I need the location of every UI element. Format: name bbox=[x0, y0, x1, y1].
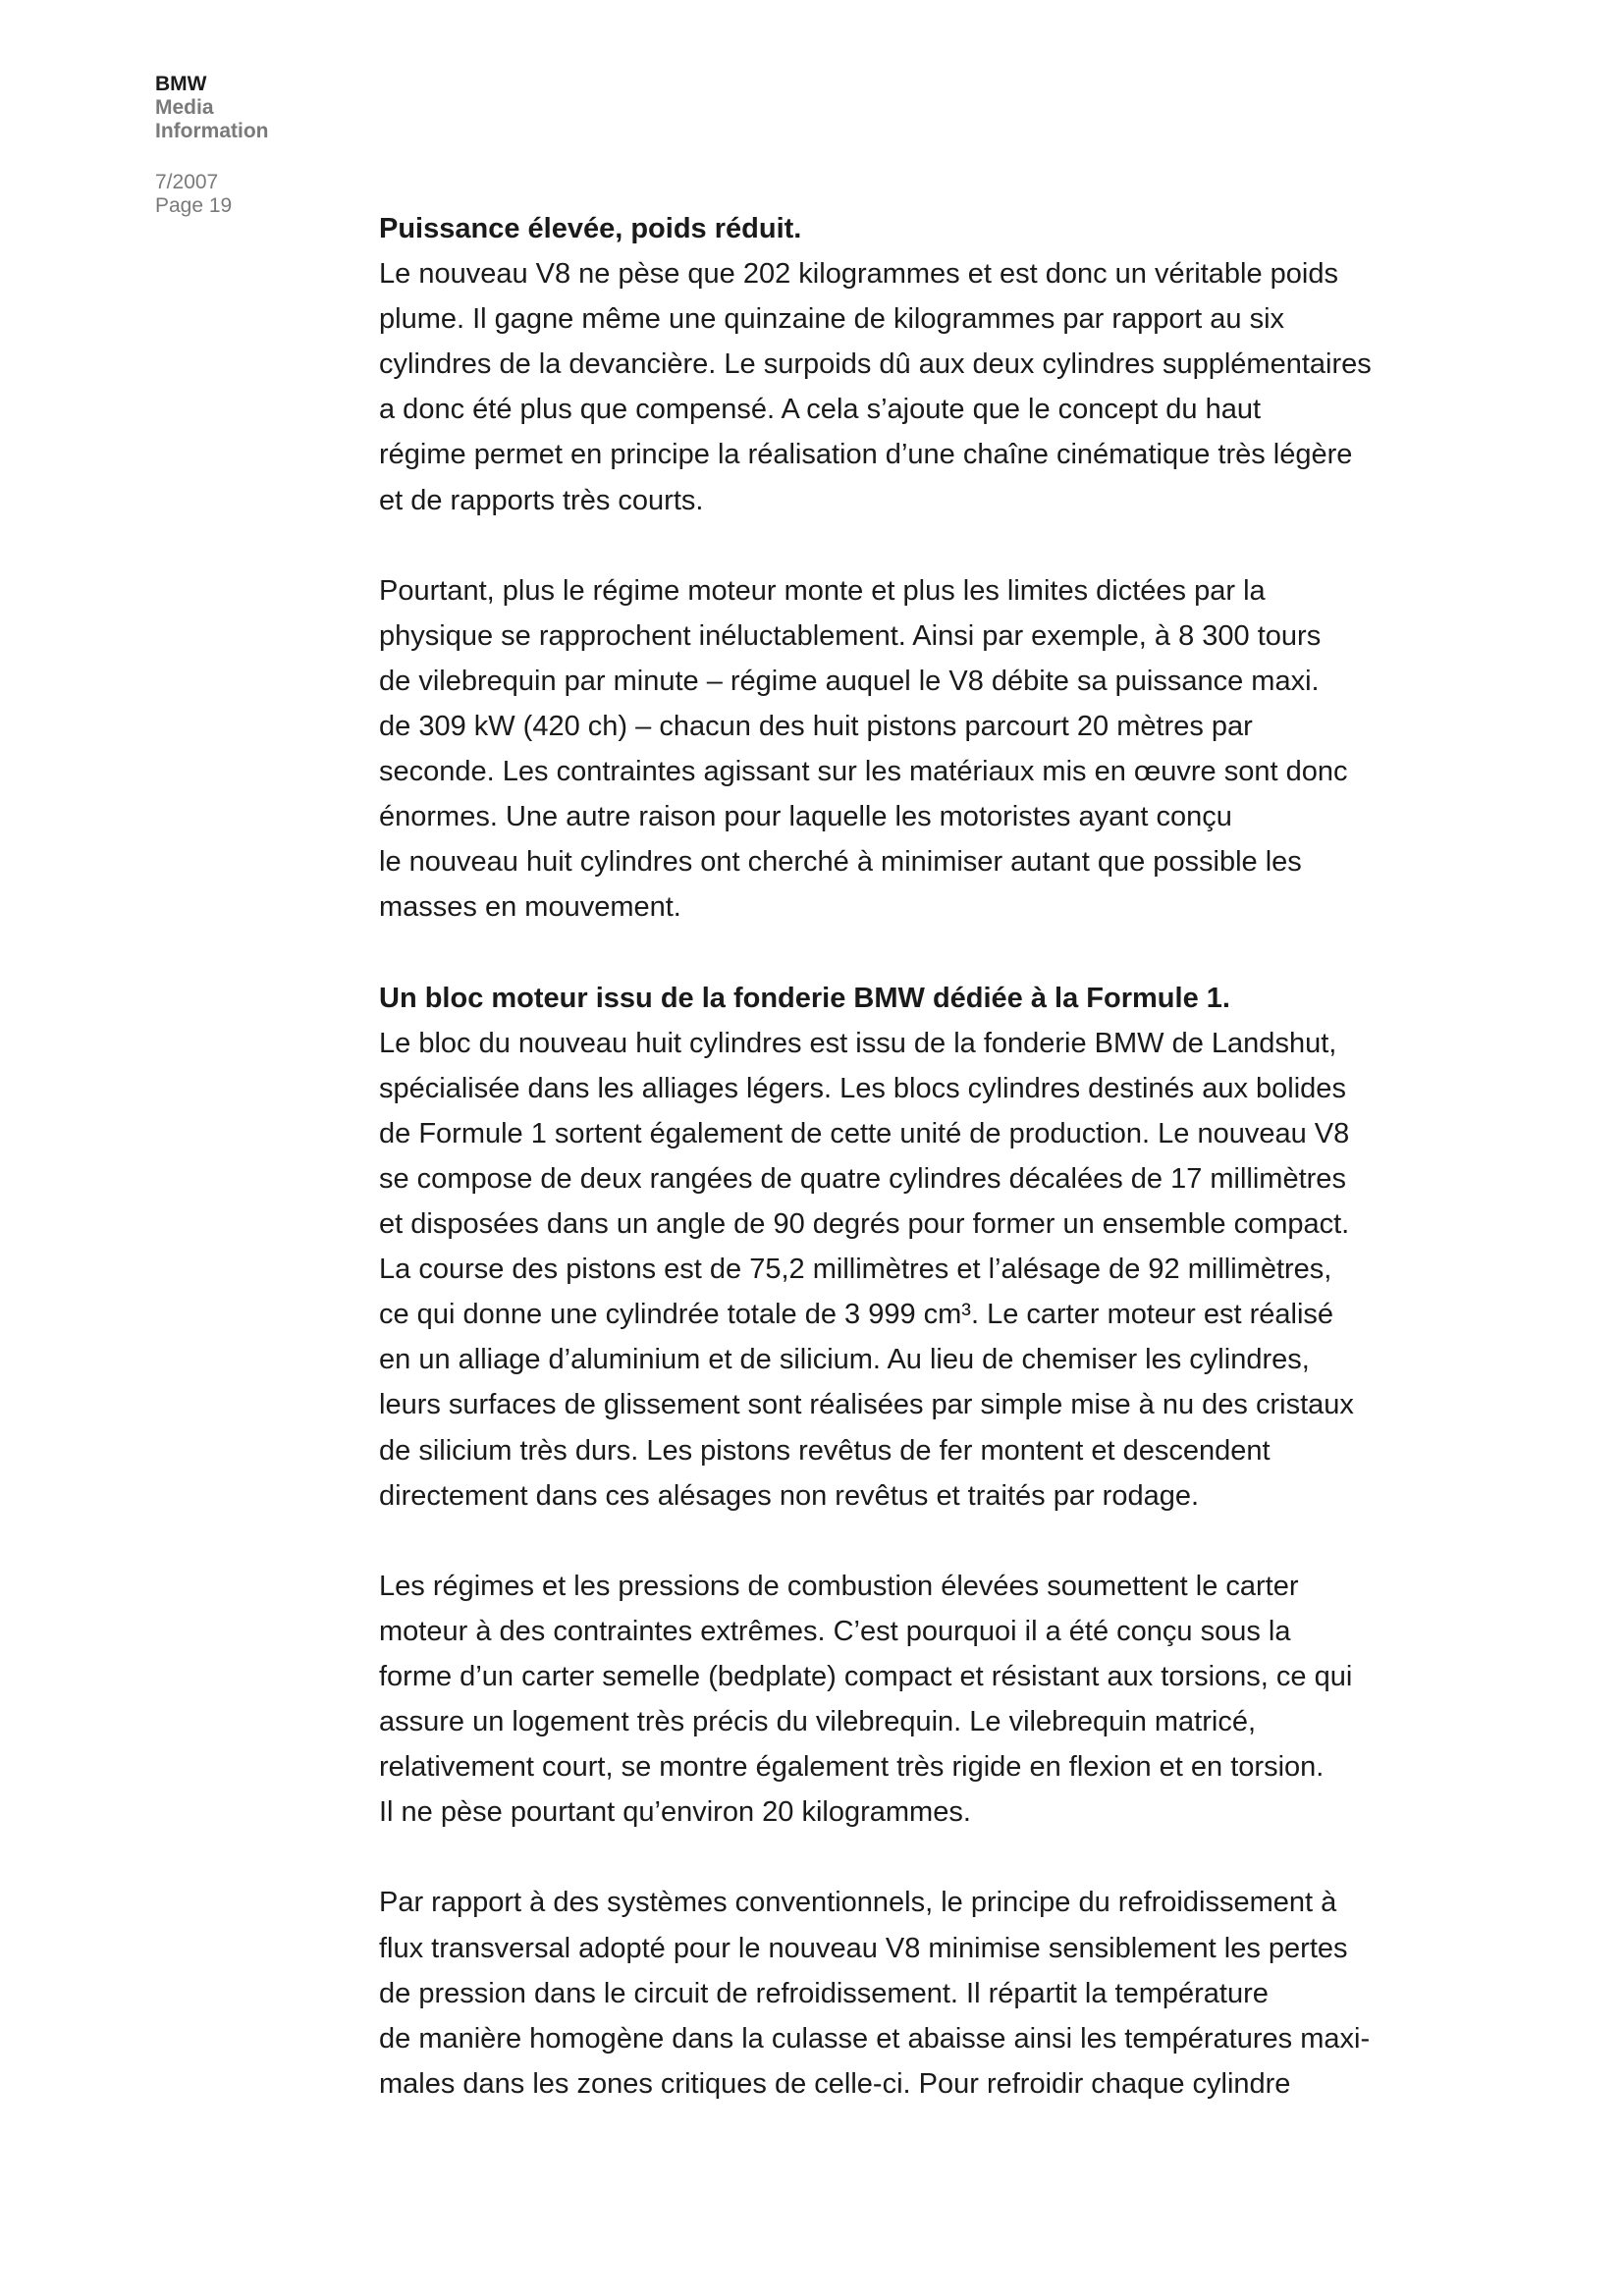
paragraph bbox=[379, 1880, 1400, 2106]
document-header bbox=[155, 73, 381, 143]
section-heading: Un bloc moteur issu de la fonderie BMW dédiée à la Formule 1. bbox=[379, 982, 1230, 1014]
section-spacer bbox=[379, 931, 1400, 976]
paragraph bbox=[379, 568, 1400, 931]
text-line: de pression dans le circuit de refroidissement. Il répartit la température bbox=[379, 1977, 1269, 2009]
text-line: Il ne pèse pourtant qu’environ 20 kilogrammes. bbox=[379, 1796, 971, 1829]
text-line: régime permet en principe la réalisation d’une chaîne cinématique très légère bbox=[379, 439, 1353, 471]
text-line: énormes. Une autre raison pour laquelle les motoristes ayant conçu bbox=[379, 801, 1232, 833]
page-number: Page 19 bbox=[155, 194, 233, 217]
text-line: seconde. Les contraintes agissant sur les matériaux mis en œuvre sont donc bbox=[379, 756, 1348, 788]
text-line: de 309 kW (420 ch) – chacun des huit pistons parcourt 20 mètres par bbox=[379, 711, 1253, 743]
text-line: et de rapports très courts. bbox=[379, 484, 704, 516]
text-line: directement dans ces alésages non revêtus et traités par rodage. bbox=[379, 1479, 1200, 1512]
text-line: flux transversal adopté pour le nouveau V8 minimise sensiblement les pertes bbox=[379, 1932, 1348, 1964]
text-line: relativement court, se montre également très rigide en flexion et en torsion. bbox=[379, 1751, 1325, 1784]
text-line: se compose de deux rangées de quatre cylindres décalées de 17 millimètres bbox=[379, 1162, 1346, 1195]
text-line: a donc été plus que compensé. A cela s’ajoute que le concept du haut bbox=[379, 394, 1262, 426]
brand-subtitle-media: Media bbox=[155, 96, 214, 119]
text-line: Le bloc du nouveau huit cylindres est issu de la fonderie BMW de Landshut, bbox=[379, 1027, 1337, 1059]
brand-subtitle-information: Information bbox=[155, 120, 269, 142]
paragraph bbox=[379, 251, 1400, 523]
text-line: et disposées dans un angle de 90 degrés pour former un ensemble compact. bbox=[379, 1208, 1350, 1241]
paragraph-spacer bbox=[379, 1519, 1400, 1564]
document-meta bbox=[155, 171, 381, 218]
brand-name: BMW bbox=[155, 73, 207, 95]
text-line: spécialisée dans les alliages légers. Les blocs cylindres destinés aux bolides bbox=[379, 1072, 1346, 1104]
paragraph-spacer bbox=[379, 1835, 1400, 1880]
text-line: Pourtant, plus le régime moteur monte et plus les limites dictées par la bbox=[379, 574, 1266, 607]
text-line: Le nouveau V8 ne pèse que 202 kilogrammes et est donc un véritable poids bbox=[379, 258, 1338, 291]
text-line: ce qui donne une cylindrée totale de 3 999 cm³. Le carter moteur est réalisé bbox=[379, 1299, 1334, 1331]
paragraph-spacer bbox=[379, 523, 1400, 568]
paragraph bbox=[379, 1021, 1400, 1519]
text-line: Par rapport à des systèmes conventionnels, le principe du refroidissement à bbox=[379, 1887, 1337, 1919]
text-line: de Formule 1 sortent également de cette unité de production. Le nouveau V8 bbox=[379, 1117, 1350, 1149]
text-line: de manière homogène dans la culasse et abaisse ainsi les températures maxi- bbox=[379, 2022, 1371, 2055]
text-line: de silicium très durs. Les pistons revêtus de fer montent et descendent bbox=[379, 1434, 1271, 1467]
text-line: de vilebrequin par minute – régime auquel le V8 débite sa puissance maxi. bbox=[379, 665, 1320, 697]
paragraph bbox=[379, 1564, 1400, 1836]
text-line: en un alliage d’aluminium et de silicium. Au lieu de chemiser les cylindres, bbox=[379, 1344, 1310, 1376]
text-line: moteur à des contraintes extrêmes. C’est pourquoi il a été conçu sous la bbox=[379, 1615, 1291, 1647]
text-line: plume. Il gagne même une quinzaine de kilogrammes par rapport au six bbox=[379, 303, 1285, 336]
text-line: Les régimes et les pressions de combustion élevées soumettent le carter bbox=[379, 1570, 1299, 1602]
section-heading: Puissance élevée, poids réduit. bbox=[379, 213, 802, 244]
text-line: masses en mouvement. bbox=[379, 891, 681, 924]
text-line: La course des pistons est de 75,2 millimètres et l’alésage de 92 millimètres, bbox=[379, 1254, 1332, 1286]
text-line: physique se rapprochent inéluctablement. Ainsi par exemple, à 8 300 tours bbox=[379, 619, 1322, 652]
text-line: assure un logement très précis du vilebrequin. Le vilebrequin matricé, bbox=[379, 1706, 1257, 1738]
text-line: males dans les zones critiques de celle-ci. Pour refroidir chaque cylindre bbox=[379, 2067, 1291, 2100]
text-line: cylindres de la devancière. Le surpoids dû aux deux cylindres supplémentaires bbox=[379, 348, 1372, 381]
text-line: le nouveau huit cylindres ont cherché à minimiser autant que possible les bbox=[379, 846, 1302, 879]
document-date: 7/2007 bbox=[155, 171, 219, 193]
text-line: forme d’un carter semelle (bedplate) compact et résistant aux torsions, ce qui bbox=[379, 1661, 1353, 1692]
text-line: leurs surfaces de glissement sont réalisées par simple mise à nu des cristaux bbox=[379, 1389, 1354, 1421]
document-body bbox=[379, 206, 1400, 2107]
